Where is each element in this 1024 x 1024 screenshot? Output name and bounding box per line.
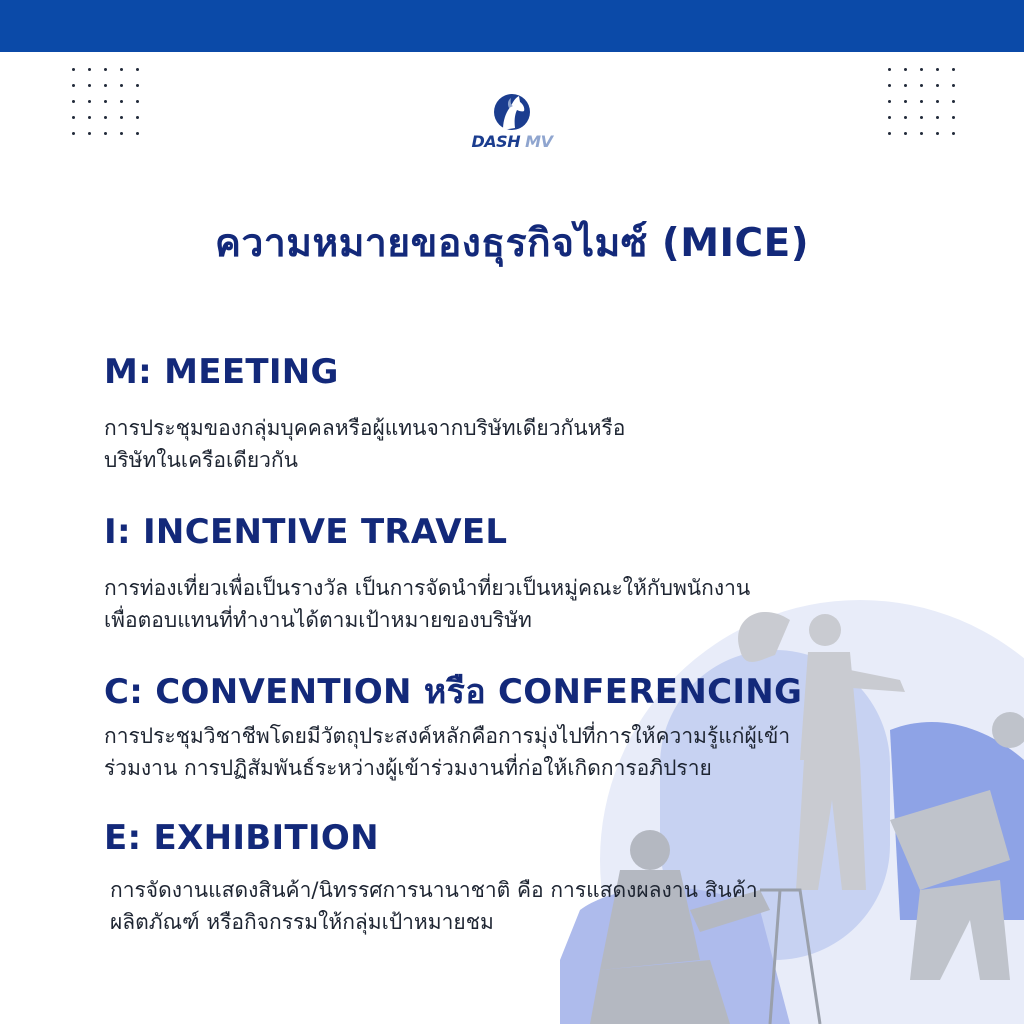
brand-name-part1: DASH — [471, 132, 521, 151]
section-text-line: การประชุมของกลุ่มบุคคลหรือผู้แทนจากบริษัทเดียวกันหรือ — [104, 416, 626, 440]
section-text-incentive-travel — [104, 572, 750, 636]
brand-name-part2: MV — [525, 132, 553, 151]
section-heading-convention: C: CONVENTION หรือ CONFERENCING — [104, 672, 803, 712]
section-heading-meeting: M: MEETING — [104, 352, 339, 392]
brand-wordmark — [462, 132, 562, 151]
section-text-line: บริษัทในเครือเดียวกัน — [104, 448, 299, 472]
brand-logo — [462, 92, 562, 156]
section-text-convention — [104, 720, 790, 784]
horse-head-icon — [487, 92, 537, 132]
section-text-line: ผลิตภัณฑ์ หรือกิจกรรมให้กลุ่มเป้าหมายชม — [110, 910, 494, 934]
section-heading-incentive-travel: I: INCENTIVE TRAVEL — [104, 512, 508, 552]
section-text-line: การจัดงานแสดงสินค้า/นิทรรศการนานาชาติ คือ การแสดงผลงาน สินค้า — [110, 878, 758, 902]
section-heading-exhibition: E: EXHIBITION — [104, 818, 379, 858]
section-text-line: การท่องเที่ยวเพื่อเป็นรางวัล เป็นการจัดนำที่ยวเป็นหมู่คณะให้กับพนักงาน — [104, 576, 751, 600]
section-text-meeting — [104, 412, 625, 476]
section-text-exhibition — [110, 874, 758, 938]
decorative-dot-grid-right — [888, 68, 955, 135]
section-text-line: ร่วมงาน การปฏิสัมพันธ์ระหว่างผู้เข้าร่วมงานที่ก่อให้เกิดการอภิปราย — [104, 756, 712, 780]
page-title: ความหมายของธุรกิจไมซ์ (MICE) — [214, 221, 810, 266]
top-banner-bar — [0, 0, 1024, 52]
section-text-line: การประชุมวิชาชีพโดยมีวัตถุประสงค์หลักคือการมุ่งไปที่การให้ความรู้แก่ผู้เข้า — [104, 724, 791, 748]
section-text-line: เพื่อตอบแทนที่ทำงานได้ตามเป้าหมายของบริษัท — [104, 608, 532, 632]
decorative-dot-grid-left — [72, 68, 139, 135]
